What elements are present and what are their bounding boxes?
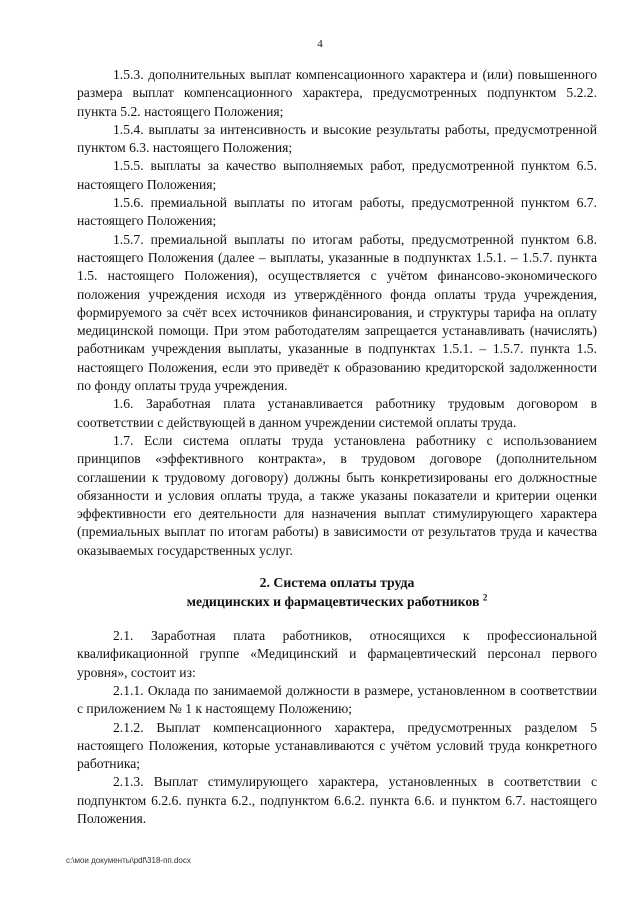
paragraph-2-1-2: 2.1.2. Выплат компенсационного характера, предусмотренных разделом 5 настоящего Положения, которые устанавливаются с учётом условий труда конкретного работника; bbox=[77, 719, 597, 772]
paragraph-1-6: 1.6. Заработная плата устанавливается работнику трудовым договором в соответствии с действующей в данном учреждении системой оплаты труда. bbox=[77, 396, 597, 430]
footer-file-path: c:\мои документы\pdf\318-пп.docx bbox=[66, 856, 191, 865]
paragraph-1-5-7: 1.5.7. премиальной выплаты по итогам работы, предусмотренной пунктом 6.8. настоящего Положения (далее – выплаты, указанные в подпунктах 1.5.1. – 1.5.7. пункта 1.5. настоящего Положения), осуществляется с учётом финансово-экономического положения учреждения исходя из утверждённого фонда оплаты труда учреждения, формируемого за счёт всех источников финансирования, и структуры тарифа на оплату медицинской помощи. При этом работодателям запрещается устанавливать (начислять) работникам учреждения выплаты, указанные в подпунктах 1.5.1. – 1.5.7. пункта 1.5. настоящего Положения, если это приведёт к образованию кредиторской задолженности по фонду оплаты труда учреждения. bbox=[77, 231, 597, 394]
section-heading-line1: 2. Система оплаты труда bbox=[259, 575, 415, 591]
paragraph-1-5-5: 1.5.5. выплаты за качество выполняемых работ, предусмотренной пунктом 6.5. настоящего Положения; bbox=[77, 158, 597, 192]
paragraph-1-7: 1.7. Если система оплаты труда установлена работнику с использованием принципов «эффективного контракта», в трудовом договоре (дополнительном соглашении к трудовому договору) должны быть конкретизированы его должностные обязанности и условия оплаты труда, а также указаны показатели и критерии оценки эффективности его деятельности для назначения выплат стимулирующего характера (премиальных выплат по итогам работы) в зависимости от результатов труда и качества оказываемых государственных услуг. bbox=[77, 432, 597, 558]
paragraph-2-1-3: 2.1.3. Выплат стимулирующего характера, установленных в соответствии с подпунктом 6.2.6. пункта 6.2., подпунктом 6.6.2. пункта 6.6. и пунктом 6.7. настоящего Положения. bbox=[77, 774, 597, 826]
paragraph-2-1: 2.1. Заработная плата работников, относящихся к профессиональной квалификационной группе «Медицинский и фармацевтический персонал первого уровня», состоит из: bbox=[77, 628, 597, 680]
section-spacer bbox=[77, 560, 597, 574]
section-heading-line2 bbox=[77, 593, 597, 612]
section-heading bbox=[77, 574, 597, 611]
paragraph-1-5-6: 1.5.6. премиальной выплаты по итогам работы, предусмотренной пунктом 6.7. настоящего Положения; bbox=[77, 195, 597, 229]
page-number: 4 bbox=[317, 38, 323, 50]
heading-spacer bbox=[77, 611, 597, 627]
paragraph-1-5-3: 1.5.3. дополнительных выплат компенсационного характера и (или) повышенного размера выплат компенсационного характера, предусмотренных подпунктом 5.2.2. пункта 5.2. настоящего Положения; bbox=[77, 67, 597, 119]
paragraph-1-5-4: 1.5.4. выплаты за интенсивность и высокие результаты работы, предусмотренной пунктом 6.3. настоящего Положения; bbox=[77, 121, 597, 156]
section-heading-line2-text: медицинских и фармацевтических работников bbox=[186, 593, 480, 609]
document-body bbox=[77, 66, 597, 828]
paragraph-2-1-1: 2.1.1. Оклада по занимаемой должности в размере, установленном в соответствии с приложением № 1 к настоящему Положению; bbox=[77, 682, 597, 717]
footnote-mark: 2 bbox=[482, 591, 488, 602]
